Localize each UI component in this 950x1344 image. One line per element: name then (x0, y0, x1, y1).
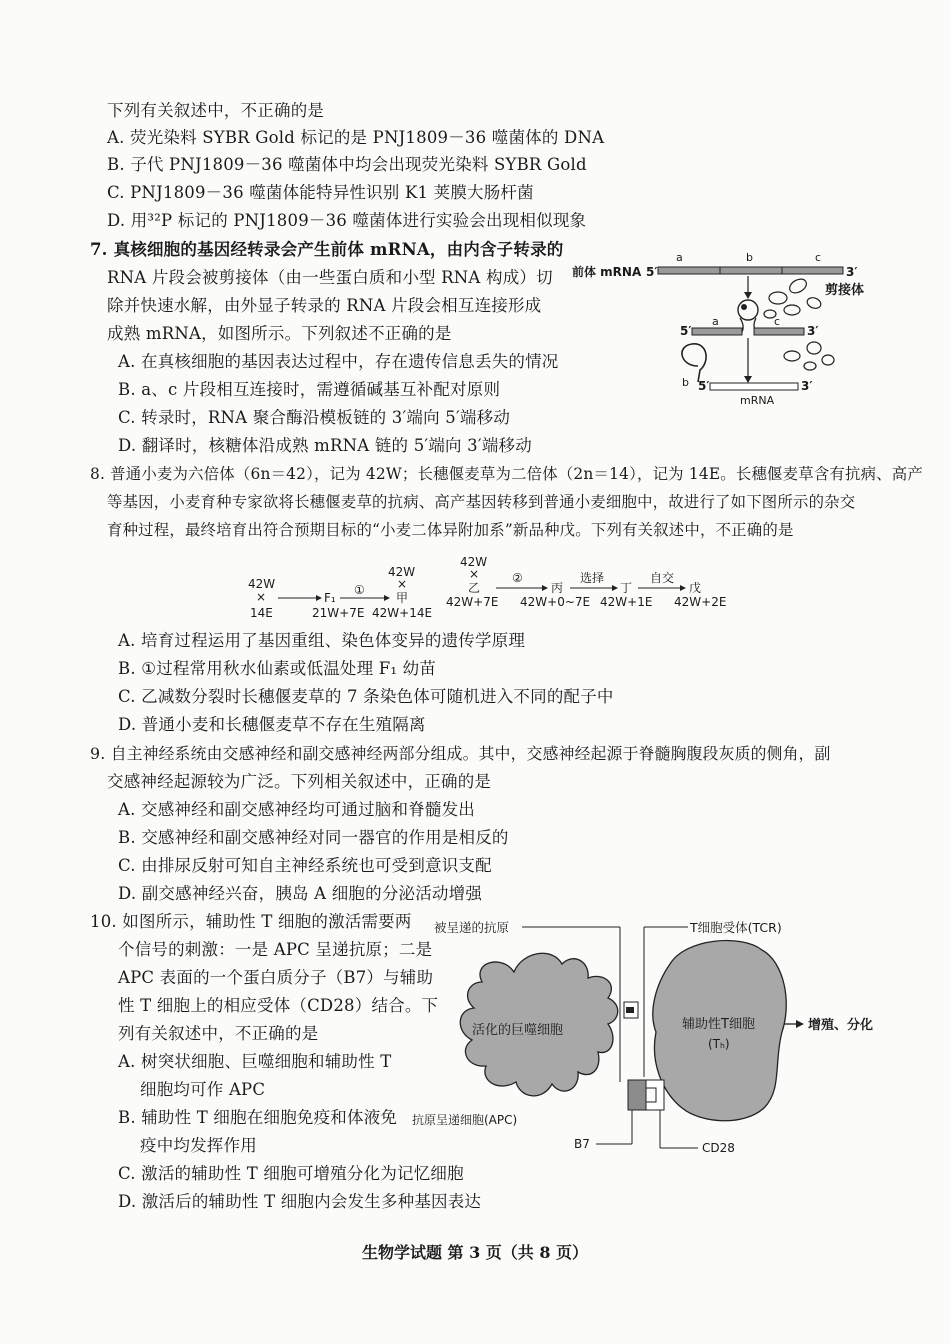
parent-wheatgrass: 14E (250, 606, 273, 620)
macrophage-label: 活化的巨噬细胞 (472, 1023, 564, 1038)
breeding-flowchart (240, 556, 750, 626)
splicing-diagram (570, 248, 870, 408)
apc-label: 抗原呈递细胞(APC) (412, 1113, 518, 1127)
antigen-label: 被呈递的抗原 (434, 920, 510, 935)
segment-a-label: a (676, 251, 683, 264)
helper-t-sub: (Tₕ) (708, 1037, 730, 1051)
b7-molecule (628, 1080, 646, 1110)
presented-antigen (626, 1007, 634, 1013)
cross-mark-1: × (397, 577, 408, 591)
q10-stem-line-4: 性 T 细胞上的相应受体（CD28）结合。下 (118, 996, 439, 1015)
step-1-label: ① (354, 583, 365, 597)
segment-c-label: c (815, 251, 822, 264)
ding-genome: 42W+1E (600, 595, 653, 609)
spliceosome-label: 剪接体 (825, 283, 865, 298)
mrna-5prime: 5′ (698, 379, 710, 393)
proliferation-label: 增殖、分化 (808, 1018, 874, 1033)
q10-option-a-line-2: 细胞均可作 APC (140, 1080, 266, 1099)
q7-stem-line-1: 7. 真核细胞的基因经转录会产生前体 mRNA，由内含子转录的 (90, 240, 564, 259)
q9-option-a: A. 交感神经和副交感神经均可通过脑和脊髓发出 (118, 800, 476, 819)
q10-option-c: C. 激活的辅助性 T 细胞可增殖分化为记忆细胞 (118, 1164, 464, 1183)
q8-option-b: B. ①过程常用秋水仙素或低温处理 F₁ 幼苗 (118, 659, 437, 678)
mrna-label: mRNA (740, 394, 775, 407)
jia-genome: 42W+14E (372, 606, 433, 620)
q8-stem-line-1: 8. 普通小麦为六倍体（6n＝42），记为 42W；长穗偃麦草为二倍体（2n＝14），记为 14E。长穗偃麦草含有抗病、高产 (90, 465, 923, 483)
parent-wheat: 42W (248, 577, 276, 591)
q10-stem-line-3: APC 表面的一个蛋白质分子（B7）与辅助 (118, 968, 434, 987)
q9-option-c: C. 由排尿反射可知自主神经系统也可受到意识支配 (118, 856, 492, 875)
joined-3prime: 3′ (807, 324, 819, 338)
t-cell-activation-diagram (412, 912, 897, 1162)
joined-segment-c (754, 328, 804, 335)
step-2-label: ② (512, 571, 523, 585)
tcr-label: T细胞受体(TCR) (690, 920, 782, 935)
b7-label: B7 (574, 1137, 590, 1151)
bing-label: 丙 (551, 581, 564, 595)
q8-option-c: C. 乙减数分裂时长穗偃麦草的 7 条染色体可随机进入不同的配子中 (118, 687, 614, 706)
q6-option-d: D. 用³²P 标记的 PNJ1809－36 噬菌体进行实验会出现相似现象 (107, 211, 587, 230)
pre-mrna-strand (658, 267, 843, 274)
mature-mrna (710, 383, 798, 390)
q9-option-b: B. 交感神经和副交感神经对同一器官的作用是相反的 (118, 828, 509, 847)
q7-stem-line-2: RNA 片段会被剪接体（由一些蛋白质和小型 RNA 构成）切 (107, 268, 553, 287)
q9-option-d: D. 副交感神经兴奋，胰岛 A 细胞的分泌活动增强 (118, 884, 483, 903)
q9-stem-line-1: 9. 自主神经系统由交感神经和副交感神经两部分组成。其中，交感神经起源于脊髓胸腹段灰质的侧角，副 (90, 744, 831, 763)
q8-option-a: A. 培育过程运用了基因重组、染色体变异的遗传学原理 (118, 631, 526, 650)
pre-mrna-5prime: 5′ (646, 265, 658, 279)
q8-stem-line-3: 育种过程，最终培育出符合预期目标的“小麦二体异附加系”新品种戊。下列有关叙述中，不正确的是 (107, 521, 794, 539)
helper-t-label: 辅助性T细胞 (682, 1017, 755, 1032)
q8-option-d: D. 普通小麦和长穗偃麦草不存在生殖隔离 (118, 715, 426, 734)
cd28-label: CD28 (702, 1141, 735, 1155)
wu-label: 戊 (689, 581, 702, 595)
f1-genome: 21W+7E (312, 606, 365, 620)
q7-option-d: D. 翻译时，核糖体沿成熟 mRNA 链的 5′端向 3′端移动 (118, 436, 532, 455)
yi-label: 乙 (468, 581, 481, 595)
segment-b-label: b (746, 251, 753, 264)
q6-option-b: B. 子代 PNJ1809－36 噬菌体中均会出现荧光染料 SYBR Gold (107, 155, 587, 174)
q10-stem-line-1: 10. 如图所示，辅助性 T 细胞的激活需要两 (90, 912, 412, 931)
wu-genome: 42W+2E (674, 595, 727, 609)
f1-label: F₁ (324, 591, 336, 605)
q7-option-b: B. a、c 片段相互连接时，需遵循碱基互补配对原则 (118, 380, 501, 399)
jia-label: 甲 (396, 591, 409, 605)
select-label: 选择 (580, 571, 605, 585)
released-b-label: b (682, 376, 689, 389)
q10-option-d: D. 激活后的辅助性 T 细胞内会发生多种基因表达 (118, 1192, 482, 1211)
q10-stem-line-2: 个信号的刺激：一是 APC 呈递抗原；二是 (118, 940, 433, 959)
q10-stem-line-5: 列有关叙述中，不正确的是 (118, 1024, 319, 1043)
q7-option-c: C. 转录时，RNA 聚合酶沿模板链的 3′端向 5′端移动 (118, 408, 511, 427)
q9-stem-line-2: 交感神经起源较为广泛。下列相关叙述中，正确的是 (107, 772, 492, 791)
selfing-label: 自交 (650, 571, 675, 585)
joined-c-label: c (774, 315, 781, 328)
yi-genome: 42W+7E (446, 595, 499, 609)
cd28-receptor (646, 1080, 664, 1110)
joined-a-label: a (712, 315, 719, 328)
q8-stem-line-2: 等基因，小麦育种专家欲将长穗偃麦草的抗病、高产基因转移到普通小麦细胞中，故进行了如下图所示的杂交 (107, 493, 856, 511)
q10-option-a-line-1: A. 树突状细胞、巨噬细胞和辅助性 T (118, 1052, 392, 1071)
joined-segment-a (692, 328, 742, 335)
page-footer: 生物学试题 第 3 页（共 8 页） (361, 1243, 589, 1262)
cross-top-1: 42W (388, 565, 416, 579)
q7-stem-line-4: 成熟 mRNA，如图所示。下列叙述不正确的是 (107, 324, 452, 343)
joined-5prime: 5′ (680, 324, 692, 338)
ding-label: 丁 (620, 581, 633, 595)
q6-option-c: C. PNJ1809－36 噬菌体能特异性识别 K1 荚膜大肠杆菌 (107, 183, 534, 202)
spliceosome-particles (764, 276, 822, 318)
q7-stem-line-3: 除并快速水解，由外显子转录的 RNA 片段会相互连接形成 (107, 296, 542, 315)
bing-genome: 42W+0~7E (520, 595, 591, 609)
q6-option-a: A. 荧光染料 SYBR Gold 标记的是 PNJ1809－36 噬菌体的 DNA (107, 128, 605, 147)
q6-stem: 下列有关叙述中，不正确的是 (107, 101, 325, 120)
cross-mark-2: × (469, 567, 480, 581)
mrna-3prime: 3′ (801, 379, 813, 393)
parent-cross-mark: × (256, 590, 267, 604)
pre-mrna-label: 前体 mRNA (572, 265, 642, 279)
cross-top-2: 42W (460, 556, 488, 569)
q10-option-b-line-2: 疫中均发挥作用 (140, 1136, 257, 1155)
q10-option-b-line-1: B. 辅助性 T 细胞在细胞免疫和体液免 (118, 1108, 398, 1127)
intron-lariat (738, 300, 758, 320)
q7-option-a: A. 在真核细胞的基因表达过程中，存在遗传信息丢失的情况 (118, 352, 559, 371)
pre-mrna-3prime: 3′ (846, 265, 858, 279)
